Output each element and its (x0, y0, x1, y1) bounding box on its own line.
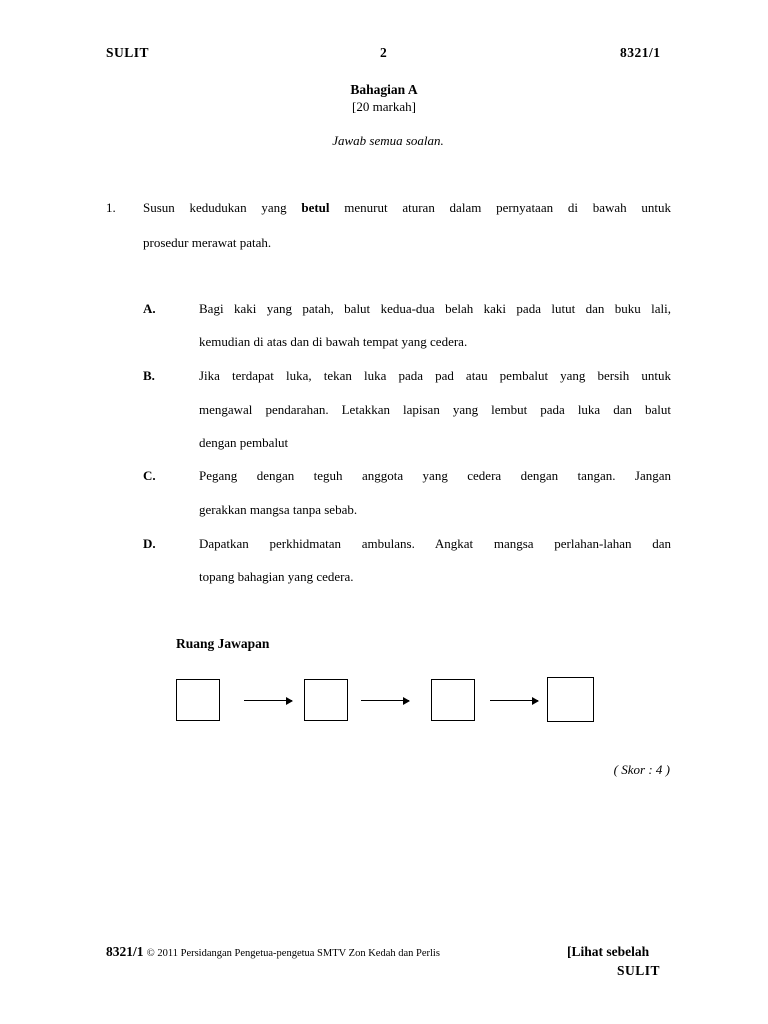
question-text-line-1 (143, 200, 671, 216)
section-marks: [20 markah] (352, 99, 416, 114)
footer-copyright: © 2011 Persidangan Pengetua-pengetua SMTV Zon Kedah dan Perlis (146, 948, 440, 959)
next-page-note: [Lihat sebelah (567, 944, 650, 959)
arrow-right-icon (490, 700, 538, 701)
paper-code: 8321/1 (620, 45, 661, 60)
arrow-right-icon (244, 700, 292, 701)
score-label: ( Skor : 4 ) (613, 762, 670, 777)
option-a-line-1: Bagi kaki yang patah, balut kedua-dua belah kaki pada lutut dan buku lali, (199, 301, 671, 316)
option-d-line-2: topang bahagian yang cedera. (199, 569, 354, 584)
section-title: Bahagian A (350, 82, 418, 97)
option-b-line-2: mengawal pendarahan. Letakkan lapisan yang lembut pada luka dan balut (199, 402, 671, 417)
section-instruction: Jawab semua soalan. (332, 133, 444, 148)
option-d-line-1: Dapatkan perkhidmatan ambulans. Angkat mangsa perlahan-lahan dan (199, 536, 671, 551)
option-b-line-3: dengan pembalut (199, 435, 289, 450)
footer-copyright-line (106, 944, 440, 960)
header-classification: SULIT (106, 45, 150, 60)
page-number: 2 (380, 45, 388, 60)
option-b-line-1: Jika terdapat luka, tekan luka pada pad atau pembalut yang bersih untuk (199, 368, 671, 383)
option-b-label: B. (143, 368, 155, 383)
footer-classification: SULIT (617, 963, 661, 978)
arrow-right-icon (361, 700, 409, 701)
question-number: 1. (106, 200, 116, 215)
answer-box-2[interactable] (304, 679, 348, 721)
question-text-pre: Susun kedudukan yang (143, 200, 302, 215)
option-c-line-1: Pegang dengan teguh anggota yang cedera dengan tangan. Jangan (199, 468, 671, 483)
answer-box-3[interactable] (431, 679, 475, 721)
answer-space-heading: Ruang Jawapan (176, 636, 270, 651)
option-a-label: A. (143, 301, 156, 316)
question-text-line-2: prosedur merawat patah. (143, 235, 272, 250)
answer-box-1[interactable] (176, 679, 220, 721)
option-c-line-2: gerakkan mangsa tanpa sebab. (199, 502, 358, 517)
option-a-line-2: kemudian di atas dan di bawah tempat yang cedera. (199, 334, 468, 349)
question-text-post: menurut aturan dalam pernyataan di bawah untuk (329, 200, 671, 215)
option-d-label: D. (143, 536, 156, 551)
footer-paper-code: 8321/1 (106, 944, 144, 959)
question-emphasis: betul (301, 200, 330, 215)
answer-box-4[interactable] (547, 677, 594, 722)
option-c-label: C. (143, 468, 156, 483)
